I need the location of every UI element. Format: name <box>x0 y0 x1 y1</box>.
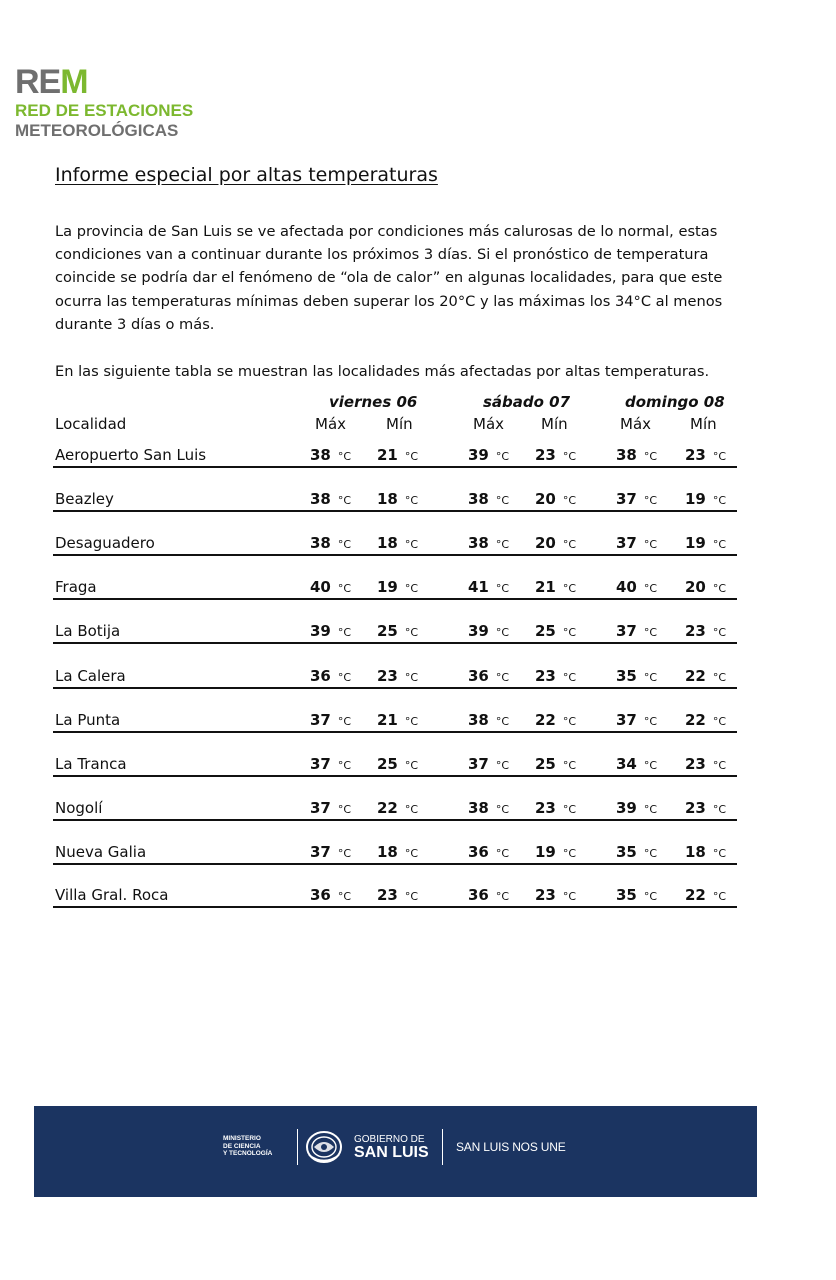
temp-unit: °C <box>712 538 727 551</box>
temp-value: 36 <box>468 667 489 685</box>
temp-unit: °C <box>404 890 419 903</box>
temp-value: 38 <box>468 711 489 729</box>
max-temp-cell <box>310 446 351 464</box>
temp-value: 21 <box>535 578 556 596</box>
temp-unit: °C <box>337 803 352 816</box>
temp-value: 39 <box>616 799 637 817</box>
table-row <box>53 864 737 908</box>
max-temp-cell <box>310 622 351 640</box>
min-temp-cell <box>535 534 576 552</box>
temp-value: 23 <box>377 886 398 904</box>
temp-unit: °C <box>562 450 577 463</box>
max-temp-cell <box>468 755 509 773</box>
temp-unit: °C <box>712 671 727 684</box>
min-temp-cell <box>535 799 576 817</box>
temp-unit: °C <box>643 494 658 507</box>
min-temp-cell <box>685 799 726 817</box>
temp-unit: °C <box>643 847 658 860</box>
temp-unit: °C <box>643 626 658 639</box>
footer-divider <box>297 1129 298 1165</box>
day-header-1: viernes 06 <box>329 393 418 411</box>
max-temp-cell <box>616 755 657 773</box>
logo-wordmark <box>15 63 193 101</box>
table-row <box>53 424 737 468</box>
location-name: Aeropuerto San Luis <box>55 446 207 464</box>
temp-value: 38 <box>310 490 331 508</box>
temp-unit: °C <box>495 803 510 816</box>
temp-value: 38 <box>616 446 637 464</box>
location-name: Nogolí <box>55 799 103 817</box>
min-temp-cell <box>685 622 726 640</box>
row-divider <box>53 642 737 644</box>
location-name: La Punta <box>55 711 121 729</box>
location-name: Villa Gral. Roca <box>55 886 169 904</box>
temp-value: 18 <box>377 843 398 861</box>
min-temp-cell <box>685 755 726 773</box>
government-label: GOBIERNO DE <box>354 1134 425 1145</box>
table-row <box>53 645 737 689</box>
temp-unit: °C <box>337 890 352 903</box>
max-temp-cell <box>468 578 509 596</box>
temp-unit: °C <box>404 538 419 551</box>
temp-value: 37 <box>310 843 331 861</box>
temp-unit: °C <box>337 538 352 551</box>
max-temp-cell <box>468 490 509 508</box>
temp-unit: °C <box>404 626 419 639</box>
temp-value: 38 <box>468 799 489 817</box>
temp-value: 36 <box>468 843 489 861</box>
temp-value: 23 <box>535 667 556 685</box>
min-temp-cell <box>685 886 726 904</box>
temp-value: 23 <box>685 755 706 773</box>
ministry-line-3: Y TECNOLOGÍA <box>223 1150 273 1157</box>
temp-value: 38 <box>310 534 331 552</box>
temp-value: 40 <box>616 578 637 596</box>
max-temp-cell <box>468 534 509 552</box>
min-temp-cell <box>685 578 726 596</box>
max-temp-cell <box>310 490 351 508</box>
temp-value: 37 <box>310 711 331 729</box>
rem-logo <box>15 63 194 141</box>
report-title: Informe especial por altas temperaturas <box>55 164 438 186</box>
temp-value: 25 <box>377 755 398 773</box>
temp-unit: °C <box>643 890 658 903</box>
temp-value: 23 <box>377 667 398 685</box>
temp-value: 39 <box>468 446 489 464</box>
temp-value: 18 <box>685 843 706 861</box>
min-temp-cell <box>377 755 418 773</box>
temp-value: 18 <box>377 490 398 508</box>
max-temp-cell <box>616 446 657 464</box>
max-temp-cell <box>616 622 657 640</box>
temp-value: 38 <box>310 446 331 464</box>
temp-unit: °C <box>562 890 577 903</box>
temp-unit: °C <box>404 582 419 595</box>
max-temp-cell <box>310 755 351 773</box>
max-temp-cell <box>310 799 351 817</box>
temp-value: 34 <box>616 755 637 773</box>
temp-unit: °C <box>712 582 727 595</box>
temp-unit: °C <box>337 715 352 728</box>
location-name: La Tranca <box>55 755 127 773</box>
temp-value: 39 <box>468 622 489 640</box>
table-row <box>53 512 737 556</box>
max-temp-cell <box>616 578 657 596</box>
location-name: La Calera <box>55 667 126 685</box>
max-temp-cell <box>616 534 657 552</box>
max-temp-cell <box>468 799 509 817</box>
row-divider <box>53 906 737 908</box>
temp-unit: °C <box>404 759 419 772</box>
temp-unit: °C <box>495 626 510 639</box>
temp-value: 25 <box>535 755 556 773</box>
ministry-label <box>223 1135 272 1158</box>
temp-value: 37 <box>616 490 637 508</box>
min-temp-cell <box>377 578 418 596</box>
location-name: Beazley <box>55 490 114 508</box>
temp-unit: °C <box>643 759 658 772</box>
max-temp-cell <box>310 711 351 729</box>
logo-m: M <box>60 63 88 101</box>
temp-unit: °C <box>643 715 658 728</box>
temp-value: 36 <box>310 667 331 685</box>
footer-slogan: SAN LUIS NOS UNE <box>456 1140 566 1154</box>
temp-unit: °C <box>562 671 577 684</box>
temp-value: 35 <box>616 843 637 861</box>
temp-unit: °C <box>643 538 658 551</box>
temp-value: 19 <box>535 843 556 861</box>
temp-value: 37 <box>616 622 637 640</box>
temp-value: 22 <box>685 886 706 904</box>
logo-line-1: RED DE ESTACIONES <box>15 101 194 120</box>
day-header-3: domingo 08 <box>625 393 725 411</box>
temp-unit: °C <box>562 626 577 639</box>
temp-unit: °C <box>495 847 510 860</box>
min-temp-cell <box>377 490 418 508</box>
temp-value: 37 <box>616 711 637 729</box>
max-header-3: Máx <box>620 415 652 433</box>
min-temp-cell <box>685 843 726 861</box>
temp-unit: °C <box>712 626 727 639</box>
temp-unit: °C <box>337 626 352 639</box>
temp-unit: °C <box>404 494 419 507</box>
table-intro: En las siguiente tabla se muestran las localidades más afectadas por altas temperaturas. <box>55 363 710 380</box>
temp-unit: °C <box>404 450 419 463</box>
temp-unit: °C <box>404 847 419 860</box>
max-temp-cell <box>468 622 509 640</box>
max-temp-cell <box>616 490 657 508</box>
logo-line-2: METEOROLÓGICAS <box>15 121 179 140</box>
temp-value: 23 <box>535 799 556 817</box>
min-temp-cell <box>535 667 576 685</box>
min-temp-cell <box>535 622 576 640</box>
temp-unit: °C <box>495 890 510 903</box>
min-temp-cell <box>685 711 726 729</box>
ministry-line-1: MINISTERIO <box>223 1135 261 1142</box>
logo-re: RE <box>15 63 61 101</box>
temp-unit: °C <box>495 494 510 507</box>
min-temp-cell <box>377 534 418 552</box>
temp-unit: °C <box>495 538 510 551</box>
table-row <box>53 689 737 733</box>
temp-value: 18 <box>377 534 398 552</box>
min-temp-cell <box>377 843 418 861</box>
temp-value: 21 <box>377 446 398 464</box>
max-header-2: Máx <box>473 415 505 433</box>
temp-value: 22 <box>685 711 706 729</box>
temp-unit: °C <box>562 759 577 772</box>
temp-value: 35 <box>616 886 637 904</box>
min-temp-cell <box>377 799 418 817</box>
temp-unit: °C <box>562 494 577 507</box>
temp-unit: °C <box>337 582 352 595</box>
temp-unit: °C <box>562 715 577 728</box>
ministry-line-2: DE CIENCIA <box>223 1142 261 1150</box>
temp-value: 25 <box>377 622 398 640</box>
temp-value: 40 <box>310 578 331 596</box>
table-row <box>53 733 737 777</box>
temp-value: 38 <box>468 534 489 552</box>
temp-value: 37 <box>310 755 331 773</box>
temp-value: 36 <box>310 886 331 904</box>
min-temp-cell <box>535 490 576 508</box>
location-name: Desaguadero <box>55 534 155 552</box>
temp-value: 19 <box>377 578 398 596</box>
max-temp-cell <box>616 843 657 861</box>
temp-value: 38 <box>468 490 489 508</box>
table-row <box>53 777 737 821</box>
temp-value: 19 <box>685 534 706 552</box>
temp-value: 23 <box>685 622 706 640</box>
temp-unit: °C <box>495 582 510 595</box>
temp-unit: °C <box>337 759 352 772</box>
min-temp-cell <box>377 622 418 640</box>
max-header-1: Máx <box>315 415 347 433</box>
temp-unit: °C <box>495 715 510 728</box>
temp-unit: °C <box>712 890 727 903</box>
temp-unit: °C <box>643 450 658 463</box>
min-temp-cell <box>377 886 418 904</box>
temp-unit: °C <box>337 847 352 860</box>
temp-unit: °C <box>404 803 419 816</box>
temp-value: 23 <box>535 446 556 464</box>
location-name: Fraga <box>55 578 97 596</box>
temp-unit: °C <box>562 538 577 551</box>
temp-value: 37 <box>310 799 331 817</box>
temp-value: 23 <box>535 886 556 904</box>
table-row <box>53 600 737 644</box>
min-temp-cell <box>685 490 726 508</box>
min-header-1: Mín <box>386 415 413 433</box>
max-temp-cell <box>310 886 351 904</box>
min-temp-cell <box>535 843 576 861</box>
min-temp-cell <box>535 578 576 596</box>
table-row <box>53 468 737 512</box>
temp-value: 22 <box>685 667 706 685</box>
max-temp-cell <box>468 843 509 861</box>
temp-unit: °C <box>643 803 658 816</box>
temp-unit: °C <box>643 582 658 595</box>
min-header-2: Mín <box>541 415 568 433</box>
min-temp-cell <box>377 446 418 464</box>
location-header: Localidad <box>55 415 127 433</box>
temp-unit: °C <box>337 494 352 507</box>
max-temp-cell <box>310 534 351 552</box>
temp-unit: °C <box>404 715 419 728</box>
temp-unit: °C <box>712 759 727 772</box>
max-temp-cell <box>468 711 509 729</box>
temp-value: 39 <box>310 622 331 640</box>
temp-value: 22 <box>535 711 556 729</box>
temp-unit: °C <box>643 671 658 684</box>
max-temp-cell <box>468 446 509 464</box>
temp-unit: °C <box>495 671 510 684</box>
max-temp-cell <box>310 843 351 861</box>
temp-value: 21 <box>377 711 398 729</box>
intro-paragraph: La provincia de San Luis se ve afectada por condiciones más calurosas de lo normal, estas condiciones van a continuar durante los próximos 3 días. Si el pronóstico de temperatura coincide se podría dar el fenómeno de “ola de calor” en algunas localidades, para que este ocurra las temperaturas mínimas deben superar los 20°C y las máximas los 34°C al menos durante 3 días o más. <box>55 223 723 333</box>
temp-value: 20 <box>685 578 706 596</box>
min-temp-cell <box>535 446 576 464</box>
temp-value: 22 <box>377 799 398 817</box>
temp-unit: °C <box>712 803 727 816</box>
day-header-2: sábado 07 <box>483 393 571 411</box>
max-temp-cell <box>310 667 351 685</box>
max-temp-cell <box>616 799 657 817</box>
min-temp-cell <box>685 534 726 552</box>
temp-value: 36 <box>468 886 489 904</box>
temp-unit: °C <box>712 450 727 463</box>
temp-value: 23 <box>685 446 706 464</box>
location-name: La Botija <box>55 622 121 640</box>
temp-value: 19 <box>685 490 706 508</box>
min-header-3: Mín <box>690 415 717 433</box>
temp-value: 20 <box>535 534 556 552</box>
max-temp-cell <box>616 886 657 904</box>
temp-value: 41 <box>468 578 489 596</box>
temp-unit: °C <box>337 671 352 684</box>
temp-value: 23 <box>685 799 706 817</box>
location-name: Nueva Galia <box>55 843 147 861</box>
temp-value: 20 <box>535 490 556 508</box>
max-temp-cell <box>468 667 509 685</box>
table-row <box>53 821 737 865</box>
min-temp-cell <box>377 667 418 685</box>
temp-unit: °C <box>712 847 727 860</box>
temp-value: 37 <box>616 534 637 552</box>
temp-unit: °C <box>495 450 510 463</box>
table-row <box>53 556 737 600</box>
provincial-seal-icon <box>305 1128 343 1166</box>
temp-unit: °C <box>562 803 577 816</box>
temp-unit: °C <box>495 759 510 772</box>
max-temp-cell <box>616 711 657 729</box>
min-temp-cell <box>535 711 576 729</box>
government-name: SAN LUIS <box>354 1144 429 1161</box>
temp-value: 35 <box>616 667 637 685</box>
temp-unit: °C <box>404 671 419 684</box>
temp-value: 25 <box>535 622 556 640</box>
min-temp-cell <box>535 886 576 904</box>
footer-divider-2 <box>442 1129 443 1165</box>
min-temp-cell <box>535 755 576 773</box>
temp-unit: °C <box>562 847 577 860</box>
temp-value: 37 <box>468 755 489 773</box>
min-temp-cell <box>377 711 418 729</box>
min-temp-cell <box>685 446 726 464</box>
temp-unit: °C <box>337 450 352 463</box>
temp-unit: °C <box>712 715 727 728</box>
min-temp-cell <box>685 667 726 685</box>
max-temp-cell <box>310 578 351 596</box>
temp-unit: °C <box>562 582 577 595</box>
footer-banner <box>34 1106 757 1197</box>
temp-unit: °C <box>712 494 727 507</box>
max-temp-cell <box>468 886 509 904</box>
max-temp-cell <box>616 667 657 685</box>
